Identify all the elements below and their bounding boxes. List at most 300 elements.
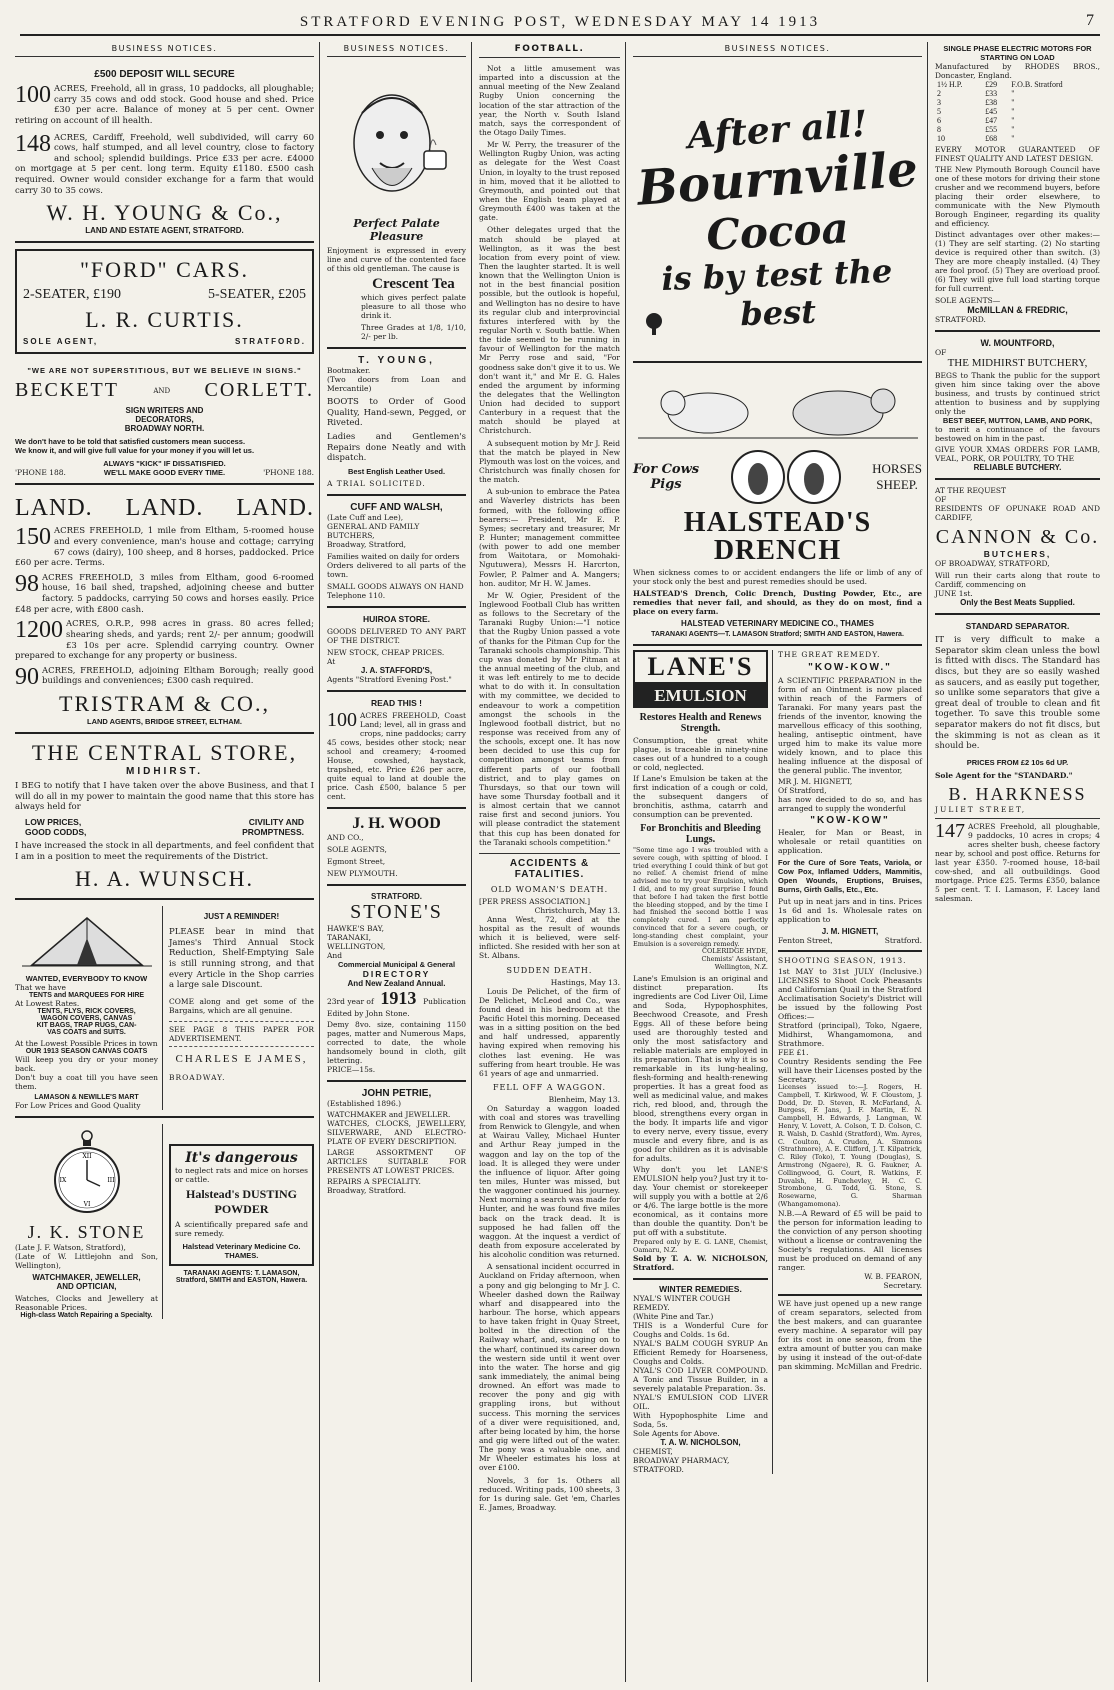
motor-note: " (1011, 89, 1015, 98)
ad-drench-maker: HALSTEAD VETERINARY MEDICINE CO., THAMES (681, 619, 874, 628)
ad-kowkow-headline: THE GREAT REMEDY. (778, 650, 881, 659)
ad-ford-town: STRATFORD. (235, 337, 306, 347)
ad-powder-sub: to neglect rats and mice on horses or cattle. (175, 1166, 308, 1185)
ad-mountford-of: OF (935, 348, 947, 357)
ad-ford (15, 249, 314, 354)
ad-separator-agent: Sole Agent for the "STANDARD." (935, 770, 1073, 780)
ad-reminder-headline: JUST A REMINDER! (203, 912, 280, 922)
ad-mountford-body: BEGS to Thank the public for the support given him since taking over the above business, and trusts by continued strict attention to business and by supplying only the (935, 371, 1100, 416)
ad-petrie-repairs: REPAIRS A SPECIALITY. (327, 1176, 421, 1186)
ad-motors (935, 42, 1100, 332)
ad-stone-late: (Late J. F. Watson, Stratford), (15, 1243, 126, 1253)
ad-stones-line: And (327, 950, 343, 960)
ad-shooting-body: 1st MAY to 31st JULY (Inclusive.) LICENSES to Shoot Cock Pheasants and Californian Quail in the Stratford Acclimatisation Society's District will be issued by the following Post Offices:— (778, 967, 922, 1021)
ad-drench-agents: TARANAKI AGENTS—T. LAMASON Stratford; SMITH AND EASTON, Hawera. (651, 631, 904, 638)
ad-cocoa-line: Cocoa (705, 203, 850, 260)
ad-stone-late: (Late of W. Littlejohn and Son, Wellington), (15, 1252, 158, 1271)
motor-note: " (1011, 134, 1015, 143)
ad-lanes-testimonial: "Some time ago I was troubled with a severe cough, with spitting of blood. I tried everything I could think of but got no relief. A chemist friend of mine advised me to try your Emulsion, which I did, and to my great surprise I found that before I had taken the first bottle the bleeding stopped, and by the time I had finished the second bottle I was completely cured. I am perfectly convinced that for a severe cough, or long-standing chest complaint, your Emulsion is a sovereign remedy. (633, 846, 768, 948)
ad-drench-body: When sickness comes to or accident endangers the life or limb of any of your stock only the best and purest remedies should be used. (633, 568, 922, 586)
listing-number: 90 (15, 663, 39, 690)
ad-lanes-body: Lane's Emulsion is an original and distinct preparation. Its ingredients are Cod Liver Oil, Lime and Soda, Hypophosphites, Beechwood Creasote, and Fresh Eggs. All of these before being used are thoroughly tested and only the most satisfactory and reliable materials are employed in its preparation. That is why it is so remarkable in its lung-healing, flesh-forming and health-renewing properties. It has a great food as well as medicinal value, and makes rich, red blood, and, through the blood, strengthens every organ in the body. It imparts life and vigor to every nerve, every tissue, every muscle and every fibre, and is as good for children as it is advisable for adults. (633, 973, 768, 1163)
article-paragraph: Other delegates urged that the match should be played at Wellington, as it was the best location from every point of view. Then the laughter started. It is well known that the Wellington Union is not in the best financial position possible, but the outlook is hopeful, and Wellington has no desire to have its regular club and interprovincial fixtures interfered with by the regular North v. South battle. When the tide seemed to be running in favour of Wellington for the match Mr Perry rose and said, "For goodness sake don't give it to us. We don't want it," and Mr E. G. Hales ended the argument by informing the delegates that the Wellington Union had decided to support Canterbury in a request that the match should be played at Christchurch. (479, 225, 620, 436)
ad-ford-two-seat: 2-SEATER, £190 (23, 287, 121, 303)
ad-wunsch-promise: CIVILITY AND (248, 816, 304, 827)
ad-wood-place: NEW PLYMOUTH. (327, 868, 398, 878)
motor-note: F.O.B. Stratford (1011, 80, 1063, 89)
listing-text: ACRES, Freehold, all in grass, 10 paddocks, all ploughable; carry 35 cows and odd stock. Good house and shed. Price £30 per acre. Balance of money at 5 per cent. Owner retiring on account of ill health. (15, 84, 314, 126)
ad-tents-text: VAS COATS and SUITS. (47, 1029, 126, 1037)
ad-cuff-place: Broadway, Stratford, (327, 539, 407, 549)
ad-young-name: W. H. YOUNG & Co., (46, 200, 283, 226)
motor-hp: 2 (937, 89, 941, 98)
ad-cannon-body: Will run their carts along that route to Cardiff, commencing on (935, 571, 1100, 589)
ad-kow-kow (778, 650, 922, 1474)
ad-stone-trade: AND OPTICIAN, (56, 1282, 117, 1292)
ad-stones-line: And New Zealand Annual. (347, 978, 446, 988)
article-paragraph: Mr W. Ogier, President of the Inglewood Football Club has written as follows to the Secretary of the Taranaki Rugby Union:—"I notice that the Rugby Union passed a vote of thanks for the Pitman Cup for the Taranaki schools championship. This cup was donated by Mr Pitman at the annual meeting of the club, and it was left entirely to me to decide what to do with it. In consultation with my committee, we decided to endeavour to work a competition amongst the schools in the Inglewood football district, but no response was received from any of the schools, except one. It has now been decided to use this cup for competition amongst teams from different parts of our football district, and to play games on Thursdays, so that our town will have some Thursday football and it is almost certain that we cannot raise first and second juniors. You will please contradict the statement that this cup has been donated for the Taranaki schools competition." (479, 590, 620, 847)
ad-stones-line: TARANAKI, (327, 932, 372, 942)
ad-tents-text: Don't buy a coat till you have seen them. (15, 1073, 158, 1092)
ad-ford-name: L. R. CURTIS. (85, 307, 244, 333)
ad-huiroa-stock: NEW STOCK, CHEAP PRICES. (327, 647, 445, 657)
ad-kowkow-cure: For the Cure of Sore Teats, Variola, or Cow Pox, Inflamed Udders, Mammitis, Open Wounds, Eruptions, Bruises, Burns, Girth Galls, Etc., Etc. (778, 858, 922, 894)
article-subheading: SUDDEN DEATH. (506, 965, 593, 975)
ad-winter-trade: CHEMIST, (633, 1447, 673, 1457)
listing-text: ACRES, O.R.P., 998 acres in grass. 80 acres felled; shearing sheds, and yards; rent 2/- per annum; goodwill £3 10s per acre. Splendid carrying country. Owner prepared to exchange for any property or business. (15, 619, 314, 662)
ad-wunsch-body: I have increased the stock in all departments, and feel confident that I am in a position to meet the requirements of the District. (15, 840, 314, 862)
ad-tents-text: OUR 1913 SEASON CANVAS COATS (25, 1048, 148, 1056)
ad-stones-body: Demy 8vo. size, containing 1150 pages, matter and Numerous Maps, corrected to date, the whole handsomely bound in cloth, gilt lettering. (327, 1019, 466, 1065)
ad-lanes-body: Consumption, the great white plague, is traceable in ninety-nine cases out of a hundred to a cough or cold, neglected. (633, 736, 768, 772)
ad-tents-text: At the Lowest Possible Prices in town (15, 1039, 158, 1049)
ad-cannon-request: AT THE REQUEST (935, 486, 1007, 495)
ad-stones-year: 1913 (380, 987, 417, 1008)
ad-kowkow-body: A SCIENTIFIC PREPARATION in the form of an Ointment is now placed within reach of the Farmers of Taranaki. For many years past the friends of the inventor, knowing the marvellous efficacy of this soothing, healing, antiseptic ointment, have urged him to make its value more widely known, and to place this healing influence at the disposal of the general public. The inventor, (778, 676, 922, 775)
ad-motors-agents: SOLE AGENTS— (935, 296, 1001, 305)
ad-winter-body: NYAL'S COD LIVER COMPOUND. A Tonic and Tissue Builder, in a severely palatable Preparation. 3s. (633, 1366, 768, 1394)
ad-kowkow-street: Fenton Street, (778, 936, 833, 945)
ad-separator-headline: STANDARD SEPARATOR. (965, 621, 1070, 631)
ad-wunsch-body: I BEG to notify that I have taken over the above Business, and that I will do all in my power to maintain the good name that this store has always held for (15, 781, 314, 813)
motor-price: £45 (985, 107, 998, 116)
article-subheading: OLD WOMAN'S DEATH. (490, 884, 609, 894)
ad-tyoung-trial: A TRIAL SOLICITED. (327, 478, 426, 488)
motor-price-row (935, 125, 1100, 134)
tree-icon (641, 313, 667, 335)
old-gentleman-illustration (332, 73, 462, 213)
ad-petrie-trade: WATCHMAKER and JEWELLER. (327, 1109, 451, 1119)
ad-mountford-body: to merit a continuance of the favours bestowed on him in the past. (935, 425, 1100, 443)
article-football-headline: FOOTBALL. (479, 42, 620, 58)
svg-text:III: III (106, 1177, 115, 1185)
ad-huiroa-agent: J. A. STAFFORD'S, (360, 665, 433, 675)
ad-powder-headline: It's dangerous (185, 1150, 298, 1167)
ad-stone-name: J. K. STONE (27, 1222, 146, 1243)
ad-huiroa-agents: Agents "Stratford Evening Post." (327, 674, 452, 684)
ad-cannon-name: CANNON & Co. (935, 526, 1100, 548)
listing-text: ACRES FREEHOLD, 1 mile from Eltham, 5-roomed house and every convenience, man's house and cottage; carrying 67 cows (dairy), 100 sheep, and 8 horses, paddocked. Price £60 per acre. Terms. (15, 526, 314, 569)
ad-lanes-body: Why don't you let LANE'S EMULSION help you? Just try it to-day. Your chemist or storekeeper will supply you with a bottle at 2/6 or 4/6. The large bottle is the more economical, as it contains more than double the quantity. Don't be put off with a substitute. (633, 1164, 768, 1237)
ad-stones-line: Commercial Municipal & General (337, 959, 456, 969)
ad-standard-separator (935, 615, 1100, 909)
ad-winter-pine: (White Pine and Tar.) (633, 1312, 714, 1322)
ad-petrie-body: LARGE ASSORTMENT OF ARTICLES SUITABLE FOR PRESENTS AT LOWEST PRICES. (327, 1147, 466, 1175)
ad-lanes-emulsion (633, 650, 773, 1474)
ad-tyoung-name: T. YOUNG, (358, 355, 435, 366)
svg-text:VI: VI (83, 1201, 90, 1209)
ad-lanes-name: LANE'S (633, 650, 768, 684)
ad-kowkow-inventor: MR J. M. HIGNETT, (778, 777, 853, 786)
ad-ford-agent: SOLE AGENT, (23, 337, 99, 347)
ad-crescent-tea (327, 63, 466, 349)
motor-hp: 10 (937, 134, 945, 143)
ad-shooting-title: Secretary. (883, 1280, 922, 1290)
ad-wunsch-name: H. A. WUNSCH. (74, 866, 254, 892)
ad-winter-agents: Sole Agents for Above. (633, 1429, 720, 1439)
ad-tents-text: KIT BAGS, TRAP RUGS, CAN- (36, 1022, 137, 1030)
article-paragraph: A subsequent motion by Mr J. Reid that the match be played in New Plymouth was lost on the voices, and Christchurch was finally chosen for the match. (479, 438, 620, 485)
column-2 (322, 42, 472, 1682)
ad-mountford-shop: THE MIDHIRST BUTCHERY, (947, 357, 1088, 369)
ad-beckett-phone: 'PHONE 188. (15, 468, 66, 478)
ad-beckett-kick: ALWAYS "KICK" IF DISSATISFIED. (103, 459, 226, 469)
land-heading: LAND. (125, 495, 204, 522)
motor-price-row (935, 107, 1100, 116)
ad-stone-footer: Watches, Clocks and Jewellery at Reasonable Prices. (15, 1294, 158, 1313)
ad-tyoung-body: BOOTS to Order of Good Quality, Hand-sewn, Pegged, or Riveted. (327, 397, 466, 429)
ad-reminder-see: SEE PAGE 8 THIS PAPER FOR ADVERTISEMENT. (169, 1024, 314, 1043)
ad-cuff-body: Families waited on daily for orders (327, 551, 460, 561)
listing-number: 1200 (15, 617, 63, 644)
article-press-association: [PER PRESS ASSOCIATION.] (479, 896, 591, 906)
ad-shooting-sig: W. B. FEARON, (864, 1271, 922, 1281)
listing-text: ACRES FREEHOLD, Coast Land; level, all in grass and crops, nine paddocks; carry 45 cows, besides other stock; near school and creamery; 4-roomed House, cowshed, haystack, trapshed, etc. Price £26 per acre, quite equal to land at double the price. Cash £500, balance 5 per cent. (327, 710, 466, 801)
ad-petrie-name: JOHN PETRIE, (361, 1087, 432, 1099)
ad-stones-year-label: 23rd year of (327, 996, 374, 1006)
ad-read-this (327, 692, 466, 809)
ad-beckett-kick: WE'LL MAKE GOOD EVERY TIME. (103, 468, 226, 478)
motor-price-row (935, 80, 1100, 89)
motor-note: " (1011, 116, 1015, 125)
ad-stone-trade: WATCHMAKER, JEWELLER, (32, 1273, 141, 1283)
land-heading: LAND. (236, 495, 314, 522)
ad-huiroa-name: HUIROA STORE. (362, 613, 431, 624)
tent-illustration (22, 910, 152, 970)
ad-dusting-powder (169, 1124, 314, 1319)
ad-separator-name: B. HARKNESS (948, 783, 1087, 804)
listing-text: ACRES, FREEHOLD, adjoining Eltham Borough; really good buildings and conveniences; £300 cash required. (42, 665, 314, 687)
ad-drench-animal: SHEEP. (876, 477, 918, 492)
ad-cannon-place: OF BROADWAY, STRATFORD, (935, 559, 1050, 568)
ad-beckett (15, 360, 314, 485)
ad-stones-price: PRICE—15s. (327, 1064, 376, 1074)
motor-price-row (935, 116, 1100, 125)
ad-huiroa-at: At (327, 656, 336, 666)
ad-tea-grades: Three Grades at 1/8, 1/10, 2/- per lb. (361, 323, 466, 341)
ad-shooting-body: N.B.—A Reward of £5 will be paid to the person for information leading to the conviction of any person shooting without a license or contravening the Society's regulations. All licenses must be produced on demand of any ranger. (778, 1208, 922, 1272)
ad-mountford-reliable: RELIABLE BUTCHERY. (973, 463, 1062, 472)
ad-shooting-headline: SHOOTING SEASON, 1913. (778, 956, 907, 965)
motor-price: £47 (985, 116, 998, 125)
livestock-illustration (638, 373, 918, 443)
ad-lanes-body: If Lane's Emulsion be taken at the first indication of a cough or cold, the subsequent dangers of bronchitis, asthma, catarrh and consumption can be prevented. (633, 774, 768, 819)
ad-cannon-best: Only the Best Meats Supplied. (960, 598, 1075, 607)
ad-winter-sub: REMEDY. (633, 1303, 670, 1313)
motor-hp: 8 (937, 125, 941, 134)
ad-cuff-body: Orders delivered to all parts of the town. (327, 560, 466, 579)
ad-cuff-name: CUFF AND WALSH, (350, 501, 443, 513)
ad-tea-headline: Perfect Palate Pleasure (353, 217, 440, 243)
ad-beckett-trade: SIGN WRITERS AND (125, 406, 204, 416)
ad-lanes-signature: Wellington, N.Z. (714, 962, 768, 971)
ad-beckett-trade: DECORATORS, (135, 415, 194, 425)
ad-tea-body: Enjoyment is expressed in every line and curve of the contented face of this old gentleman. The cause is (327, 246, 466, 273)
motor-note: " (1011, 125, 1015, 134)
ad-tents-text: TENTS and MARQUEES FOR HIRE (28, 992, 145, 1000)
ad-wunsch-promise: LOW PRICES, (25, 816, 82, 827)
ad-mountford-name: W. MOUNTFORD, (980, 338, 1055, 348)
ad-cocoa-line: Bournville (635, 141, 920, 217)
ad-stones-line: HAWKE'S BAY, (327, 923, 385, 933)
ad-wood-street: Egmont Street, (327, 856, 386, 866)
ad-lanes-prep: Prepared only by E. G. LANE, Chemist, Oamaru, N.Z. (633, 1237, 768, 1254)
ad-bournville-cocoa (633, 63, 922, 363)
ad-powder-name: Halstead's DUSTING POWDER (185, 1187, 298, 1217)
listing-number: 100 (15, 82, 51, 108)
ad-tents-text: That we have (15, 983, 66, 993)
ad-drench-name: HALSTEAD'S DRENCH (683, 507, 872, 566)
motor-price-row (935, 89, 1100, 98)
article-paragraph: Novels, 3 for 1s. Others all reduced. Writing pads, 100 sheets, 3 for 1s during sale. Get 'em, Charles E. James, Broadway. (479, 1475, 620, 1512)
column-1 (10, 42, 320, 1682)
ad-stones-place: STRATFORD. (371, 891, 422, 901)
ad-tents-text: For Low Prices and Good Quality (15, 1101, 141, 1111)
ad-shooting-body: Licenses issued to:—J. Rogers, H. Campbell, T. Kirkwood, W. F. Cloustom, J. Dodd, Dr. D. Steven, R. McFarland, A. Burgess, F. Jans, J. F. Martin, E. N. Campbell, H. Edwards, J. Langman, W. Henry, V. Lovett, A. Colson, T. D. Colson, C. R. Walsh, D. Cashld (Stratford), Wm. Ayres, C. Coulton, A. Cruden, A. Simmons (Strathmore), A. E. Clifford, J. T. Kilpatrick, C. Riley (Toko), T. Young (Douglas), S. Armstrong (Ngaere), R. G. Faukner, A. Collingwood, G. Court, R. Watkins, F. Duvalsh, H. Funchevley, H. C. C. Strombone, G. Todd, G. Stone, S. Rosewarne, G. Sharman (Whangamomona). (778, 1083, 922, 1208)
ad-winter-body: NYAL'S BALM COUGH SYRUP An Efficient Remedy for Hoarseness, Coughs and Colds. (633, 1339, 768, 1367)
ad-reminder-street: BROADWAY. (169, 1072, 226, 1082)
masthead (20, 8, 1100, 36)
ad-ford-headline: "FORD" CARS. (79, 257, 250, 283)
ad-reminder (169, 906, 314, 1110)
ad-tyoung-note: (Two doors from Loan and Mercantile) (327, 375, 466, 393)
section-header: BUSINESS NOTICES. (327, 42, 466, 57)
ad-motors-name: McMILLAN & FREDRIC, (967, 305, 1068, 315)
ad-reminder-body: PLEASE bear in mind that James's Third Annual Stock Reduction, Shelf-Emptying Sale is still running strong, and that every Article in the Shop carries a large sale Discount. (169, 927, 314, 991)
ad-winter-headline: WINTER REMEDIES. (659, 1284, 742, 1295)
ad-huiroa-body: GOODS DELIVERED TO ANY PART OF THE DISTRICT. (327, 626, 466, 645)
article-accidents-headline: ACCIDENTS & FATALITIES. (479, 853, 620, 880)
ad-drench-animal: For Cows (633, 462, 700, 477)
ad-winter-sub: NYAL'S WINTER COUGH (633, 1294, 731, 1304)
article-paragraph: A sensational incident occurred in Auckland on Friday afternoon, when a pony and gig belonging to Mr J. C. Wheeler dashed down the Railway wharf and disappeared into the harbour. The horse, which appears to have taken fright in Quay Street, bolted in the direction of the Railway wharf, and, swinging on to the wharf, continued its career down the western side until it went over into the water. The horse and gig sank immediately, the animal being drowned. An effort was made to recover the pony and gig with grappling irons, but without success. This morning the services of a diver were requisitioned, and, after being located by him, the horse and gig were lifted out of the water. The pony was a valuable one, and Mr Wheeler estimates his loss at over £100. (479, 1262, 620, 1473)
ad-tents-text: WANTED, EVERYBODY TO KNOW (25, 974, 148, 984)
ad-beckett-name-right: CORLETT. (204, 379, 314, 402)
ad-separator-note: WE have just opened up a new range of cream separators, selected from the best makers, and can guarantee every machine. A separator will pay for its cost in one season, from the extra amount of butter you can make by using it instead of the out-of-date pan skimming. McMillan and Fredric. (778, 1294, 922, 1371)
article-paragraph: A sub-union to embrace the Patea and Waverley districts has been formed, with the following office bearers:— President, Mr E. P. Symes; secretary and treasurer, Mr P. Hunter; management committee (with power to add one member from Waitotara, or Momohaki-Ngutuwera), Messrs H. Harcrton, Fowler, P. Palmer and A. Mangers; hon. auditor, Mr H. W. James. (479, 487, 620, 588)
listing-number: 100 (327, 708, 357, 731)
ad-lanes-name: EMULSION (633, 684, 768, 708)
article-subheading: FELL OFF A WAGGON. (492, 1082, 607, 1092)
ad-tristram-agent: LAND AGENTS, BRIDGE STREET, ELTHAM. (86, 717, 242, 726)
ad-tents-text: LAMASON & NEWILLE'S MART (34, 1094, 139, 1102)
ad-young-headline: £500 DEPOSIT WILL SECURE (94, 69, 235, 80)
ad-tristram-name: TRISTRAM & CO., (59, 691, 270, 716)
ad-stones-directory (327, 886, 466, 1082)
ad-petrie-est: (Established 1896.) (327, 1098, 402, 1108)
ad-powder-agents: TARANAKI AGENTS: T. LAMASON, Stratford, SMITH and EASTON, Hawera. (175, 1270, 308, 1285)
ad-kowkow-body: Put up in neat jars and in tins. Prices 1s 6d and 1s. Wholesale rates on application to (778, 897, 922, 924)
ad-tyoung-trade: Bootmaker. (327, 366, 371, 375)
ad-tyoung (327, 349, 466, 496)
listing-text: ACRES, Cardiff, Freehold, well subdivided, will carry 60 cows, half stumped, and all level country, close to factory and school; splendid buildings. Price £33 per acre. £4000 on mortgage at 5 per cent. long term. Equity £1180. £500 cash required. Owner would consider exchange for a farm that would carry 30 to 35 cows. (15, 132, 314, 196)
ad-tyoung-body: Ladies and Gentlemen's Repairs done Neatly and with dispatch. (327, 431, 466, 464)
ad-stones-name: STONE'S (350, 900, 443, 923)
motor-hp: 1½ H.P. (937, 80, 963, 89)
motor-price: £29 (985, 80, 998, 89)
column-4 (628, 42, 928, 1682)
ad-kowkow-of: Of Stratford, (778, 786, 827, 795)
ad-cuff-phone: Telephone 110. (327, 590, 386, 600)
article-paragraph: Louis De Pelichet, of the firm of De Pelichet, McLeod and Co., was found dead in his bedroom at the Pacific Hotel this morning. Deceased was in a sitting position on the bed and half undressed, apparently having expired when removing his clothes last evening. He was suffering from heart trouble. He was 61 years of age and unmarried. (479, 986, 620, 1078)
ad-wood-name: J. H. WOOD (352, 814, 441, 832)
ad-tristram (15, 485, 314, 734)
ad-kowkow-name: "KOW-KOW" (810, 815, 890, 826)
ad-motors-body: THE New Plymouth Borough Council have one of these motors for driving their stone crusher and we recommend buyers, before placing their order elsewhere, to communicate with the New Plymouth Borough Engineer, regarding its quality and efficiency. (935, 165, 1100, 228)
article-dateline: Blenheim, May 13. (548, 1094, 620, 1104)
ad-beckett-body: We know it, and will give full value for your money if you will let us. (15, 446, 255, 456)
motor-hp: 5 (937, 107, 941, 116)
ad-wunsch-place: MIDHIRST. (126, 766, 203, 777)
masthead-title: STRATFORD EVENING POST, WEDNESDAY MAY 14 1913 (299, 14, 821, 30)
ad-wood-agents: SOLE AGENTS, (327, 844, 387, 854)
motor-price: £38 (985, 98, 998, 107)
ad-shooting-fee: FEE £1. (778, 1048, 809, 1057)
ad-kowkow-name: "KOW-KOW." (808, 662, 892, 673)
section-header: BUSINESS NOTICES. (633, 42, 922, 57)
listing-item (15, 619, 314, 662)
ad-separator-body: IT is very difficult to make a Separator skim clean unless the bowl is fitted with discs. The Standard has discs, but they are so easily washed as saucers, and as easily put together, so unlike some separators that give a great deal of trouble to clean and fit together. To save this trouble some separator makers do not fit discs, but the skimming is not as clean as it should be. (935, 635, 1100, 752)
ad-wunsch (15, 734, 314, 900)
ad-cocoa-line: is by test the best (660, 251, 893, 334)
ad-halsteads-drench (633, 363, 922, 646)
listing-item (15, 663, 314, 690)
motor-price: £33 (985, 89, 998, 98)
ad-wood-co: AND CO., (327, 832, 364, 842)
ad-tents-text: WAGON COVERS, CANVAS (40, 1015, 133, 1023)
ad-cannon (935, 480, 1100, 615)
ad-separator-price: PRICES FROM £2 10s 6d UP. (966, 757, 1069, 767)
ad-readthis-headline: READ THIS ! (371, 697, 422, 708)
motor-note: " (1011, 107, 1015, 116)
ad-drench-animal: HORSES (872, 461, 922, 476)
motor-price: £55 (985, 125, 998, 134)
land-heading: LAND. (15, 495, 93, 522)
ad-kowkow-body: Healer, for Man or Beast, in wholesale or retail quantities on application. (778, 828, 922, 855)
ad-beckett-phone: 'PHONE 188. (263, 468, 314, 478)
ad-winter-body: NYAL'S EMULSION COD LIVER OIL. (633, 1393, 768, 1412)
column-3 (474, 42, 626, 1682)
ad-cannon-trade: BUTCHERS, (983, 549, 1052, 559)
ad-motors-body: Distinct advantages over other makes:— (1) They are self starting. (2) No starting device is required other than switch. (3) They are more cheaply installed. (4) They are fool proof. (5) They are overload proof. (6) They will give full load starting torque for full current. (935, 230, 1100, 293)
listing-number: 150 (15, 524, 51, 551)
ad-kowkow-sig: J. M. HIGNETT, (821, 927, 879, 936)
ad-winter-body: With Hypophosphite Lime and Soda, 5s. (633, 1411, 768, 1430)
motor-hp: 3 (937, 98, 941, 107)
ad-beckett-name-left: BECKETT (15, 379, 119, 402)
ad-kowkow-body: has now decided to do so, and has arranged to supply the wonderful (778, 795, 922, 813)
ad-cannon-residents: RESIDENTS OF OPUNAKE ROAD AND CARDIFF, (935, 504, 1100, 522)
article-paragraph: Not a little amusement was imparted into a discussion at the annual meeting of the New Zealand Rugby Union concerning the location of the star attraction of the year, the North v. South Island match, says the correspondent of the Otago Daily Times. (479, 64, 620, 137)
motor-note: " (1011, 98, 1015, 107)
ad-tents-text: Will keep you dry or your money back. (15, 1055, 158, 1074)
motor-hp: 6 (937, 116, 941, 125)
ad-wunsch-promise: PROMPTNESS. (242, 826, 304, 837)
listing-number: 98 (15, 570, 39, 597)
ad-separator-street: JULIET STREET, (935, 804, 1027, 814)
ad-petrie (327, 1082, 466, 1201)
ad-powder-maker: Halstead Veterinary Medicine Co. THAMES. (182, 1242, 301, 1261)
ad-mountford (935, 332, 1100, 480)
ad-young (15, 63, 314, 243)
ad-stones-line: DIRECTORY (362, 968, 431, 979)
ad-beckett-body: We don't have to be told that satisfied customers mean success. (15, 437, 246, 447)
ad-tyoung-leather: Best English Leather Used. (347, 466, 446, 476)
ad-cuff-late: (Late Cuff and Lee), (327, 512, 404, 522)
ad-winter-name: T. A. W. NICHOLSON, (660, 1438, 741, 1448)
ad-ford-five-seat: 5-SEATER, £205 (208, 287, 306, 303)
article-dateline: Christchurch, May 13. (534, 905, 620, 915)
ad-beckett-and: AND (153, 386, 171, 395)
ad-stones-line: WELLINGTON, (327, 941, 386, 951)
listing-item (15, 570, 314, 616)
motor-price-table (935, 80, 1100, 143)
ad-motors-headline: SINGLE PHASE ELECTRIC MOTORS FOR STARTING ON LOAD (943, 44, 1092, 62)
ad-tents-text: TENTS, FLYS, RICK COVERS, (37, 1008, 136, 1016)
ad-stones-editor: Edited by John Stone. (327, 1008, 410, 1018)
ad-cuff-goods: SMALL GOODS ALWAYS ON HAND (327, 581, 464, 591)
ad-motors-maker: Manufactured by RHODES BROS., Doncaster, England. (935, 62, 1100, 80)
section-header: BUSINESS NOTICES. (15, 42, 314, 57)
ad-wunsch-headline: THE CENTRAL STORE, (31, 740, 298, 765)
ad-mountford-orders: GIVE YOUR XMAS ORDERS FOR LAMB, VEAL, PORK, OR POULTRY, TO THE (935, 445, 1100, 463)
ad-powder-note: A scientifically prepared safe and sure remedy. (175, 1220, 308, 1239)
listing-text: ACRES Freehold, all ploughable, 9 paddocks, 10 acres in crops; 4 acres shelter bush, cheese factory near by, school and post office. Returns for last year £350. 7-roomed house, 18-bail cow-shed, and all outbuildings. Good mortgage. Price £25. Terms £350, balance 5 per cent. T. I. Lamason, F. Lacey land salesman. (935, 821, 1100, 903)
ad-tents (15, 906, 163, 1110)
ad-motors-guarantee: EVERY MOTOR GUARANTEED OF FINEST QUALITY AND LATEST DESIGN. (935, 145, 1100, 163)
ad-lanes-sale: Sold by T. A. W. NICHOLSON, Stratford. (633, 1254, 768, 1273)
ad-winter-town: STRATFORD. (633, 1465, 684, 1475)
listing-number: 147 (935, 819, 965, 842)
ad-lanes-signature: COLERIDGE HYDE, (701, 947, 768, 956)
ad-stones-pub: Publication (423, 996, 466, 1006)
ad-shooting-season (778, 950, 922, 1290)
listing-text: ACRES FREEHOLD, 3 miles from Eltham, good 6-roomed house, 16 bail shed, trapshed, adjoining cheese and butter factory. 5 paddocks, carrying 50 cows and horses easily. Price £48 per acre, with £800 cash. (15, 572, 314, 615)
ad-petrie-body: WATCHES, CLOCKS, JEWELLERY, SILVERWARE, AND ELECTRO-PLATE OF EVERY DESCRIPTION. (327, 1118, 466, 1146)
ad-beckett-trade: BROADWAY NORTH. (124, 424, 205, 434)
ad-huiroa (327, 608, 466, 692)
ad-reminder-body: COME along and get some of the Bargains, which are all genuine. (169, 996, 314, 1015)
svg-text:XII: XII (81, 1153, 92, 1161)
article-paragraph: On Saturday a waggon loaded with coal and stores was travelling from Renwick to Glengyle, and when at Wairau Valley, Michael Hunter and Arthur Reay jumped in the waggon and lay on the top of the load. It is alleged they were under the influence of liquor. After going ten miles, Hunter was missed, but the waggoner continued his journey. Next morning a search was made for Hunter, and he was found five miles back on the track dead. It is supposed he had fallen off the waggon. At the inquest a verdict of death from exposure accelerated by his alcoholic condition was returned. (479, 1103, 620, 1260)
ad-young-agent: LAND AND ESTATE AGENT, STRATFORD. (85, 226, 244, 236)
ad-wood (327, 809, 466, 886)
ad-cuff-walsh (327, 496, 466, 608)
motor-price-row (935, 134, 1100, 143)
ad-motors-place: STRATFORD. (935, 315, 986, 324)
listing-item (15, 526, 314, 569)
pocket-watch-illustration (52, 1128, 122, 1218)
